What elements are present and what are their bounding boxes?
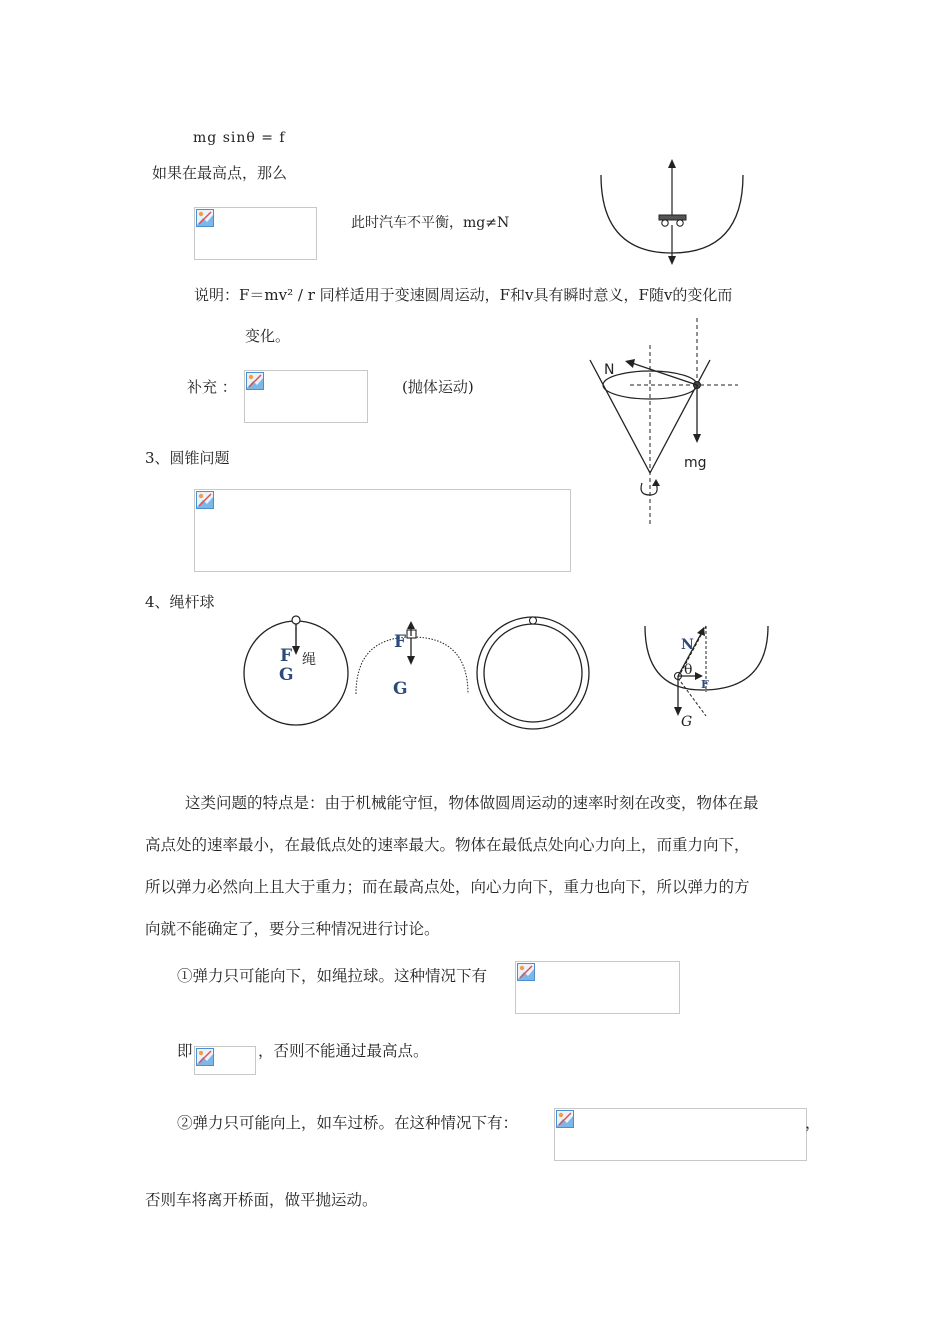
top-condition-text: 如果在最高点，那么	[152, 164, 288, 182]
car-wheel-right	[677, 220, 683, 226]
explanation-paragraph	[145, 782, 810, 950]
tube-ball	[530, 617, 537, 624]
bowl-normal-label: N	[681, 637, 694, 653]
car-wheel-left	[662, 220, 668, 226]
car-unbalanced-text: 此时汽车不平衡，mg≠N	[351, 215, 510, 231]
case1-condition-placeholder	[194, 1046, 256, 1075]
broken-image-icon	[196, 491, 214, 509]
cone-weight-label: mg	[684, 455, 707, 471]
valley-car-diagram	[595, 155, 750, 270]
tube-inner-circle	[484, 624, 582, 722]
broken-image-icon	[246, 372, 264, 390]
projectile-note: (抛体运动)	[402, 378, 474, 396]
broken-image-icon	[556, 1110, 574, 1128]
bridge-gravity-label: G	[393, 679, 408, 699]
section4-title: 4、绳杆球	[145, 593, 215, 611]
weight-force-arrowhead	[693, 434, 701, 443]
case1-text: ①弹力只可能向下，如绳拉球。这种情况下有	[177, 967, 488, 985]
bridge-arc	[356, 637, 468, 694]
bridge-force-label: F	[394, 632, 407, 652]
supplement-image-placeholder	[244, 370, 368, 423]
cone-formula-placeholder	[194, 489, 571, 572]
broken-image-icon	[196, 209, 214, 227]
paragraph-line-4: 向就不能确定了，要分三种情况进行讨论。	[145, 920, 440, 938]
broken-image-icon	[517, 963, 535, 981]
bowl-force-label: F	[701, 678, 709, 691]
bridge-gravity-arrowhead	[407, 656, 415, 665]
down-arrowhead	[668, 256, 676, 265]
tube-diagram	[473, 611, 593, 731]
arch-bridge-diagram	[352, 622, 474, 702]
note-line-2: 变化。	[245, 327, 291, 345]
note-line-1: 说明：F＝mv² / r 同样适用于变速圆周运动，F和v具有瞬时意义，F随v的变化而	[194, 286, 733, 304]
cone-left-edge	[590, 360, 650, 473]
bowl-angle-label: θ	[684, 662, 693, 678]
case2-comma: ，	[805, 1114, 821, 1132]
case1-formula-placeholder	[515, 961, 680, 1014]
bowl-gravity-label: G	[681, 714, 693, 730]
paragraph-line-3: 所以弹力必然向上且大于重力；而在最高点处，向心力向下，重力也向下，所以弹力的方	[145, 878, 750, 896]
cone-normal-label: N	[604, 362, 615, 378]
case2-continuation: 否则车将离开桥面，做平抛运动。	[145, 1191, 378, 1209]
tube-outer-circle	[477, 617, 589, 729]
rope-ball	[292, 616, 300, 624]
up-arrowhead	[668, 159, 676, 168]
section3-title: 3、圆锥问题	[145, 449, 230, 467]
car-body	[659, 215, 686, 220]
case1-cont-suffix: ，否则不能通过最高点。	[258, 1042, 429, 1060]
formula-line: mg sinθ = f	[193, 130, 286, 146]
cone-diagram	[580, 315, 750, 530]
bowl-angle-diagram	[640, 620, 775, 732]
case2-formula-placeholder	[554, 1108, 807, 1161]
rope-label: 绳	[302, 652, 316, 668]
formula-image-placeholder	[194, 207, 317, 260]
rope-force-arrowhead	[292, 646, 300, 655]
bridge-force-up-arrowhead	[407, 621, 415, 629]
normal-force-arrowhead	[625, 359, 635, 368]
case1-cont-prefix: 即	[177, 1042, 193, 1060]
rotation-arrowhead	[652, 479, 660, 486]
paragraph-line-2: 高点处的速率最小，在最低点处的速率最大。物体在最低点处向心力向上，而重力向下，	[145, 836, 750, 854]
broken-image-icon	[196, 1048, 214, 1066]
normal-force-line	[632, 363, 697, 385]
paragraph-line-1: 这类问题的特点是：由于机械能守恒，物体做圆周运动的速率时刻在改变，物体在最	[185, 794, 759, 812]
supplement-label: 补充 ：	[187, 378, 237, 396]
case2-text: ②弹力只可能向上，如车过桥。在这种情况下有：	[177, 1114, 519, 1132]
rope-gravity-label: G	[279, 665, 294, 685]
rope-force-label: F	[280, 646, 293, 666]
rope-ball-diagram	[240, 608, 355, 728]
